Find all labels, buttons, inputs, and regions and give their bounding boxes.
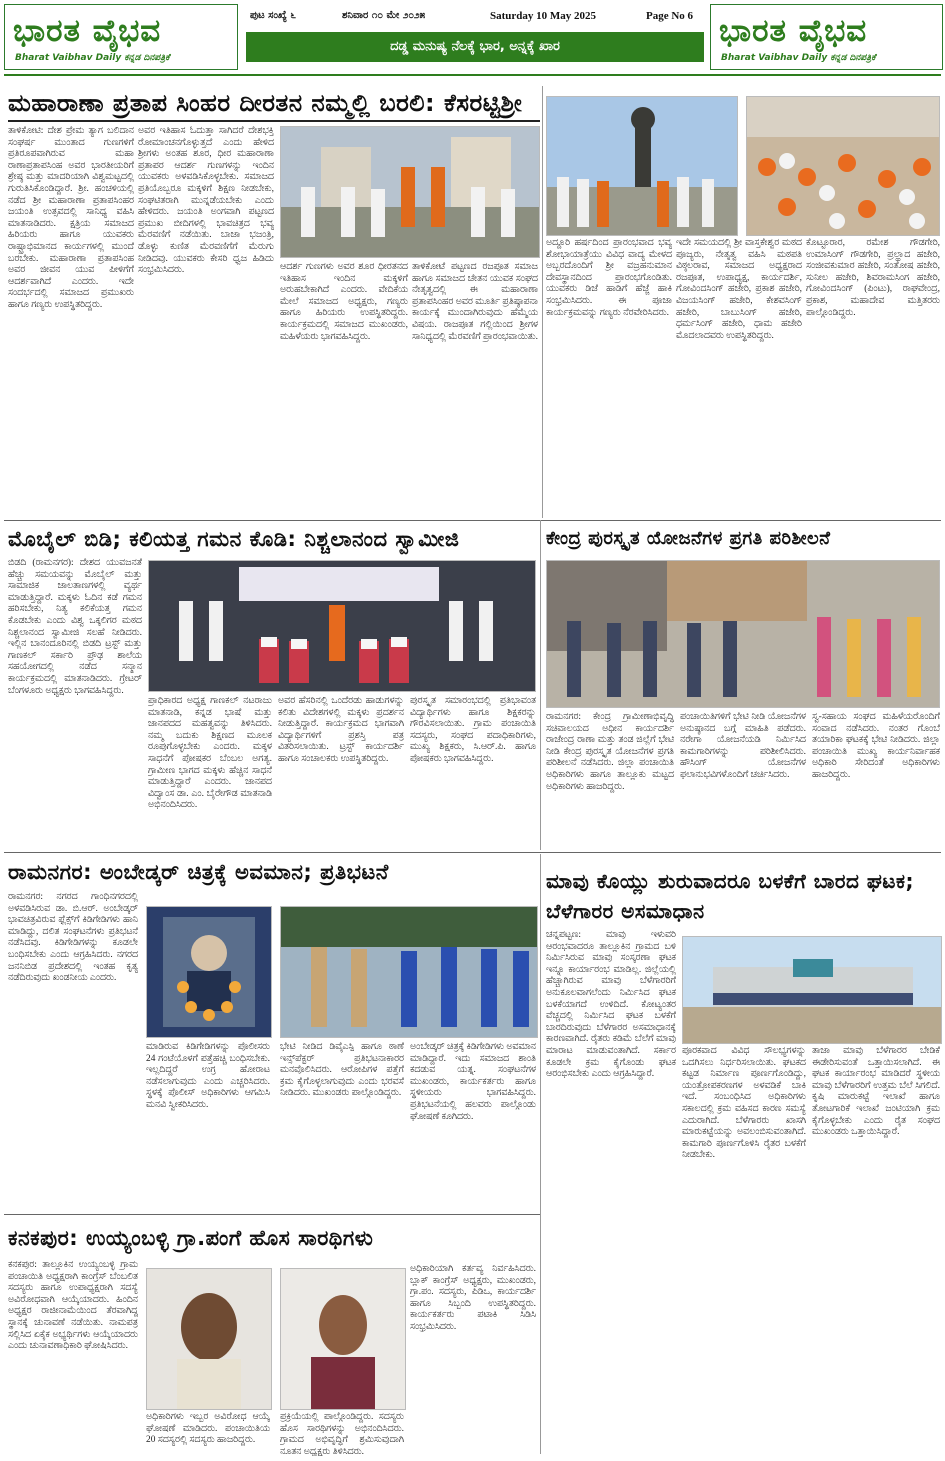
tagline-text: ದಡ್ಡ ಮನುಷ್ಯ ನೆಲಕ್ಕೆ ಭಾರ, ಅನ್ನಕ್ಕೆ ಖಾರ <box>390 39 560 54</box>
article-3-col-3: ಸ್ವ-ಸಹಾಯ ಸಂಘದ ಮಹಿಳೆಯರೊಂದಿಗೆ ಸಂವಾದ ನಡೆಸಿದರು. ನಂತರ ಗೊಂಬೆ ತಯಾರಿಕಾ ಘಟಕಕ್ಕೆ ಭೇಟಿ ನೀಡಿದರು. ಜಿಲ್ಲಾ ಪಂಚಾಯಿತಿ ಮುಖ್ಯ ಕಾರ್ಯನಿರ್ವಾಹಕ ಅಧಿಕಾರಿ ಸೇರಿದಂತೆ ಅಧಿಕಾರಿಗಳು ಹಾಜರಿದ್ದರು. <box>812 712 940 780</box>
article-3-headline: ಕೇಂದ್ರ ಪುರಸ್ಕೃತ ಯೋಜನೆಗಳ ಪ್ರಗತಿ ಪರಿಶೀಲನೆ <box>546 528 831 549</box>
article-1-col-2: ಅವರ ಇತಿಹಾಸ ಓದುತ್ತಾ ಸಾಗಿದರೆ ದೇಶಭಕ್ತಿ ರೋಮಾಂಚನಗೊಳ್ಳುತ್ತದೆ ಎಂದು ಹೇಳಿದ ಶ್ರೀಗಳು ಅಂತಹ ಶೂರ, ಧೀರ ಮಹಾರಾಣಾ ಪ್ರತಾಪರ ಆದರ್ಶ ಗುಣಗಳನ್ನು ಇಂದಿನ ಯುವಕರು ಅಳವಡಿಸಿಕೊಳ್ಳಬೇಕು. ಸಮಾಜದ ಪ್ರತಿಯೊಬ್ಬರೂ ಮಕ್ಕಳಿಗೆ ಶಿಕ್ಷಣ ನೀಡಬೇಕು, ಸಂಘಟಿತರಾಗಿ ಮುನ್ನಡೆಯಬೇಕು ಎಂದು ಹೇಳಿದರು. ಜಯಂತಿ ಅಂಗವಾಗಿ ಪಟ್ಟಣದ ಪ್ರಮುಖ ಬೀದಿಗಳಲ್ಲಿ ಭಾವಚಿತ್ರದ ಭವ್ಯ ಮೆರವಣಿಗೆ ನಡೆಯಿತು. ಬಾಜಾ ಭಜಂತ್ರಿ, ಡೊಳ್ಳು ಕುಣಿತ ಮೆರವಣಿಗೆಗೆ ಮೆರುಗು ನೀಡಿದವು. ಯುವಕರು ಕೇಸರಿ ಧ್ವಜ ಹಿಡಿದು ಸಂಭ್ರಮಿಸಿದರು. <box>138 126 274 276</box>
tagline-bar <box>246 32 704 62</box>
column-separator-2 <box>540 520 541 850</box>
kannada-date: ಶನಿವಾರ ೧೦ ಮೇ ೨೦೨೫ <box>342 10 426 21</box>
article-5-photo-unit <box>682 936 942 1044</box>
article-2-headline: ಮೊಬೈಲ್ ಬಿಡಿ; ಕಲಿಯತ್ತ ಗಮನ ಕೊಡಿ: ನಿಶ್ಚಲಾನಂದ ಸ್ವಾಮೀಜಿ <box>8 527 460 551</box>
article-1-col-4: ತಾಳಿಕೋಟೆ ಪಟ್ಟಣದ ರಜಪೂತ ಸಮಾಜ ಹಾಗೂ ಸಮಾಜದ ಚೇತನ ಯುವಕ ಸಂಘದ ನೇತೃತ್ವದಲ್ಲಿ ಈ ಮಹಾರಾಣಾ ಪ್ರತಾಪಸಿಂಹರ ಅವರ ಮೂರ್ತಿ ಪ್ರತಿಷ್ಠಾಪನಾ ಕಾರ್ಯಕ್ಕೆ ಮುಂದಾಗಿರುವುದು ಹೆಮ್ಮೆಯ ವಿಷಯ. ರಾಜಪೂತ ಗಲ್ಲಿಯಿಂದ ಶ್ರೀಗಳ ಸಾನಿಧ್ಯದಲ್ಲಿ ಮೆರವಣಿಗೆ ಪ್ರಾರಂಭವಾಯಿತು. <box>412 262 538 342</box>
students-photo-illustration <box>149 561 535 691</box>
article-2-col-3: ಅವರ ಹೆಸರಿನಲ್ಲಿ ಒಂದೆರಡು ಹಾಡುಗಳನ್ನು ಕಲಿತು ವಿದೇಶಗಳಲ್ಲಿ ಮಕ್ಕಳು ಪ್ರದರ್ಶನ ನೀಡುತ್ತಿದ್ದಾರೆ. ಕಾರ್ಯಕ್ರಮದ ಭಾಗವಾಗಿ ವಿದ್ಯಾರ್ಥಿಗಳಿಗೆ ಪ್ರಶಸ್ತಿ ಪತ್ರ ವಿತರಿಸಲಾಯಿತು. ಟ್ರಸ್ಟ್ ಕಾರ್ಯದರ್ಶಿ ಹಾಗೂ ಸಂಚಾಲಕರು ಉಪಸ್ಥಿತರಿದ್ದರು. <box>278 696 404 764</box>
page-number: Page No 6 <box>646 10 694 22</box>
article-5-col-2: ಪೂರಕವಾದ ವಿವಿಧ ಸೌಲಭ್ಯಗಳನ್ನು ಒದಗಿಸಲು ನಿರ್ಧರಿಸಲಾಯಿತು. ಘಟಕದ ಕಟ್ಟಡ ನಿರ್ಮಾಣ ಪೂರ್ಣಗೊಂಡಿದ್ದು, ಯಂತ್ರೋಪಕರಣಗಳ ಅಳವಡಿಕೆ ಬಾಕಿ ಇದೆ. ಸಂಬಂಧಿಸಿದ ಅಧಿಕಾರಿಗಳು ಸಕಾಲದಲ್ಲಿ ಕ್ರಮ ವಹಿಸದ ಕಾರಣ ಸಮಸ್ಯೆ ಎದುರಾಗಿದೆ. ಬೆಳೆಗಾರರು ಖಾಸಗಿ ಮಾರುಕಟ್ಟೆಯನ್ನು ಅವಲಂಬಿಸುವಂತಾಗಿದೆ. ಕಾಮಗಾರಿ ಪೂರ್ಣಗೊಳಿಸಿ ರೈತರ ಬಳಕೆಗೆ ನೀಡಬೇಕು. <box>682 1046 806 1161</box>
article-1-col-7: ಕೊಟ್ಟೂರಾರ, ರಮೇಶ ಗೌಡಗೇರಿ, ಉಮಾಸಿಂಗ್ ಗೌಡಗೇರಿ, ಪ್ರಲ್ಹಾದ ಹಜೇರಿ, ಸಂಜೀವಕುಮಾರ ಹಜೇರಿ, ಸಂತೋಷ ಹಜೇರಿ, ಸುನೀಲ ಹಜೇರಿ, ಶಿವರಾಮಸಿಂಗ ಹಜೇರಿ, ಗೋವಿಂದಸಿಂಗ್ (ಪಿಂಟು), ರಾಘವೇಂದ್ರ, ಪ್ರಕಾಶ, ಮಹಾದೇವ ಮತ್ತಿತರರು ಪಾಲ್ಗೊಂಡಿದ್ದರು. <box>806 238 940 318</box>
vice-president-portrait-illustration <box>281 1269 405 1409</box>
article-5-headline: ಮಾವು ಕೊಯ್ಲು ಶುರುವಾದರೂ ಬಳಕೆಗೆ ಬಾರದ ಘಟಕ; ಬೆಳೆಗಾರರ ಅಸಮಾಧಾನ <box>546 869 914 923</box>
masthead-left-logo <box>4 4 238 70</box>
article-1-col-3: ಆದರ್ಶ ಗುಣಗಳು ಅವರ ಶೂರ ಧೀರತನದ ಇತಿಹಾಸ ಇಂದಿನ ಮಕ್ಕಳಿಗೆ ಅರುಹಬೇಕಾಗಿದೆ ಎಂದರು. ವೇದಿಕೆಯ ಮೇಲೆ ಸಮಾಜದ ಅಧ್ಯಕ್ಷರು, ಗಣ್ಯರು ಹಾಗೂ ಹಿರಿಯರು ಉಪಸ್ಥಿತರಿದ್ದರು. ಕಾರ್ಯಕ್ರಮದಲ್ಲಿ ಸಮಾಜದ ಮುಖಂಡರು, ಮಹಿಳೆಯರು ಭಾಗವಹಿಸಿದ್ದರು. <box>280 262 408 342</box>
article-3-col-1: ರಾಮನಗರ: ಕೇಂದ್ರ ಗ್ರಾಮೀಣಾಭಿವೃದ್ಧಿ ಸಚಿವಾಲಯದ ಅಧೀನ ಕಾರ್ಯದರ್ಶಿ ರಾಜೇಂದ್ರ ರಾಣಾ ಮತ್ತು ತಂಡ ಜಿಲ್ಲೆಗೆ ಭೇಟಿ ನೀಡಿ ಕೇಂದ್ರ ಪುರಸ್ಕೃತ ಯೋಜನೆಗಳ ಪ್ರಗತಿ ಪರಿಶೀಲನೆ ನಡೆಸಿದರು. ಜಿಲ್ಲಾ ಪಂಚಾಯಿತಿ ಅಧಿಕಾರಿಗಳು ಹಾಗೂ ತಾಲ್ಲೂಕು ಮಟ್ಟದ ಅಧಿಕಾರಿಗಳು ಹಾಜರಿದ್ದರು. <box>546 712 674 792</box>
section-rule-3 <box>4 1214 540 1215</box>
english-date: Saturday 10 May 2025 <box>490 10 597 22</box>
statue-photo-illustration <box>547 97 737 235</box>
ceremony-photo-illustration <box>281 127 539 257</box>
article-2-col-4: ಪುರಸ್ಕೃತ ಸಮಾರಂಭದಲ್ಲಿ ಪ್ರತಿಭಾವಂತ ವಿದ್ಯಾರ್ಥಿಗಳು ಹಾಗೂ ಶಿಕ್ಷಕರನ್ನು ಗೌರವಿಸಲಾಯಿತು. ಗ್ರಾಮ ಪಂಚಾಯಿತಿ ಸದಸ್ಯರು, ಸಂಘದ ಪದಾಧಿಕಾರಿಗಳು, ಮುಖ್ಯ ಶಿಕ್ಷಕರು, ಸಿ.ಆರ್.ಪಿ. ಹಾಗೂ ಪೋಷಕರು ಭಾಗವಹಿಸಿದ್ದರು. <box>410 696 536 764</box>
masthead-right-logo <box>710 4 943 70</box>
article-1-underline <box>8 120 540 122</box>
article-5-col-3: ತಾಜಾ ಮಾವು ಬೆಳೆಗಾರರ ಬೇಡಿಕೆ ಈಡೇರಿಸುವಂತೆ ಒತ್ತಾಯಿಸಲಾಗಿದೆ. ಈ ಘಟಕ ಕಾರ್ಯಾರಂಭ ಮಾಡಿದರೆ ಸ್ಥಳೀಯ ಮಾವು ಬೆಳೆಗಾರರಿಗೆ ಉತ್ತಮ ಬೆಲೆ ಸಿಗಲಿದೆ. ಕೃಷಿ ಮಾರುಕಟ್ಟೆ ಇಲಾಖೆ ಹಾಗೂ ತೋಟಗಾರಿಕೆ ಇಲಾಖೆ ಜಂಟಿಯಾಗಿ ಕ್ರಮ ಕೈಗೊಳ್ಳಬೇಕು ಎಂದು ರೈತ ಸಂಘದ ಮುಖಂಡರು ಒತ್ತಾಯಿಸಿದ್ದಾರೆ. <box>812 1046 940 1138</box>
article-4-col-2: ಮಾಡಿರುವ ಕಿಡಿಗೇಡಿಗಳನ್ನು ಪೊಲೀಸರು 24 ಗಂಟೆಯೊಳಗೆ ಪತ್ತೆಹಚ್ಚಿ ಬಂಧಿಸಬೇಕು. ಇಲ್ಲದಿದ್ದರೆ ಉಗ್ರ ಹೋರಾಟ ನಡೆಸಲಾಗುವುದು ಎಂದು ಎಚ್ಚರಿಸಿದರು. ಸ್ಥಳಕ್ಕೆ ಪೊಲೀಸ್ ಅಧಿಕಾರಿಗಳು ಆಗಮಿಸಿ ಮನವಿ ಸ್ವೀಕರಿಸಿದರು. <box>146 1042 270 1110</box>
ambedkar-portrait-illustration <box>147 907 271 1037</box>
article-6-photo-president <box>146 1268 272 1410</box>
article-4-photo-protest <box>280 906 538 1038</box>
article-2-photo-students <box>148 560 536 692</box>
article-1-headline: ಮಹಾರಾಣಾ ಪ್ರತಾಪ ಸಿಂಹರ ದೀರತನ ನಮ್ಮಲ್ಲಿ ಬರಲಿ: ಕೆಸರಟ್ಟಿಶ್ರೀ <box>8 89 523 117</box>
article-4-col-3: ಭೇಟಿ ನೀಡಿದ ಡಿವೈಎಸ್ಪಿ ಹಾಗೂ ಠಾಣೆ ಇನ್ಸ್‌ಪೆಕ್ಟರ್ ಪ್ರತಿಭಟನಾಕಾರರ ಮನವೊಲಿಸಿದರು. ಆರೋಪಿಗಳ ಪತ್ತೆಗೆ ಕ್ರಮ ಕೈಗೊಳ್ಳಲಾಗುವುದು ಎಂದು ಭರವಸೆ ನೀಡಿದರು. ಮುಖಂಡರು ಪಾಲ್ಗೊಂಡಿದ್ದರು. <box>280 1042 404 1099</box>
article-6-col-4: ಅಧಿಕಾರಿಯಾಗಿ ಕರ್ತವ್ಯ ನಿರ್ವಹಿಸಿದರು. ಬ್ಲಾಕ್ ಕಾಂಗ್ರೆಸ್ ಅಧ್ಯಕ್ಷರು, ಮುಖಂಡರು, ಗ್ರಾ.ಪಂ. ಸದಸ್ಯರು, ಪಿಡಿಒ, ಕಾರ್ಯದರ್ಶಿ ಹಾಗೂ ಸಿಬ್ಬಂದಿ ಉಪಸ್ಥಿತರಿದ್ದರು. ಕಾರ್ಯಕರ್ತರು ಪಟಾಕಿ ಸಿಡಿಸಿ ಸಂಭ್ರಮಿಸಿದರು. <box>410 1264 536 1332</box>
article-6-col-2: ಅಧಿಕಾರಿಗಳು ಇಬ್ಬರ ಅವಿರೋಧ ಆಯ್ಕೆ ಘೋಷಣೆ ಮಾಡಿದರು. ಪಂಚಾಯಿತಿಯ 20 ಸದಸ್ಯರಲ್ಲಿ ಸದಸ್ಯರು ಹಾಜರಿದ್ದರು. <box>146 1412 270 1446</box>
article-5-col-1: ಚನ್ನಪಟ್ಟಣ: ಮಾವು ಇಳುವರಿ ಆರಂಭವಾದರೂ ತಾಲ್ಲೂಕಿನ ಗ್ರಾಮದ ಬಳಿ ನಿರ್ಮಿಸಿರುವ ಮಾವು ಸಂಸ್ಕರಣಾ ಘಟಕ ಇನ್ನೂ ಕಾರ್ಯಾರಂಭ ಮಾಡಿಲ್ಲ. ಜಿಲ್ಲೆಯಲ್ಲಿ ಹೆಚ್ಚಾಗಿರುವ ಮಾವು ಬೆಳೆಗಾರರಿಗೆ ಅನುಕೂಲವಾಗಲೆಂದು ನಿರ್ಮಿಸಿದ ಘಟಕ ಬಳಕೆಯಾಗದೆ ಉಳಿದಿದೆ. ಕೋಟ್ಯಂತರ ವೆಚ್ಚದಲ್ಲಿ ನಿರ್ಮಿಸಿದ ಘಟಕ ಬಳಕೆಗೆ ಬಾರದಿರುವುದು ಬೆಳೆಗಾರರ ಅಸಮಾಧಾನಕ್ಕೆ ಕಾರಣವಾಗಿದೆ. ರೈತರು ಕಡಿಮೆ ಬೆಲೆಗೆ ಮಾವು ಮಾರಾಟ ಮಾಡುವಂತಾಗಿದೆ. ಸರ್ಕಾರ ಕೂಡಲೇ ಕ್ರಮ ಕೈಗೊಂಡು ಘಟಕ ಆರಂಭಿಸಬೇಕು ಎಂದು ಆಗ್ರಹಿಸಿದ್ದಾರೆ. <box>546 930 676 1080</box>
procession-photo-illustration <box>747 97 939 235</box>
column-separator-3 <box>540 854 541 1454</box>
article-1-col-5: ಅದ್ದೂರಿ ಹರ್ಷದಿಂದ ಪ್ರಾರಂಭವಾದ ಭವ್ಯ ಶೋಭಾಯಾತ್ರೆಯು ವಿವಿಧ ವಾದ್ಯ ಮೇಳದ ಅಬ್ಬರದೊಂದಿಗೆ ಶ್ರೀ ವಜ್ರಹನುಮಾನ ದೇವಸ್ಥಾನದಿಂದ ಪ್ರಾರಂಭಗೊಂಡಿತು. ಯುವಕರು ಡಿಜೆ ಹಾಡಿಗೆ ಹೆಜ್ಜೆ ಹಾಕಿ ಸಂಭ್ರಮಿಸಿದರು. ಈ ಪೂಜಾ ಕಾರ್ಯಕ್ರಮವನ್ನು ಗಣ್ಯರು ನೆರವೇರಿಸಿದರು. <box>546 238 672 318</box>
article-4-photo-ambedkar <box>146 906 272 1038</box>
article-1-col-6: ಇದೇ ಸಮಯದಲ್ಲಿ ಶ್ರೀ ವಾಸ್ತಕೇಶ್ವರ ಮಠದ ಪೂಜ್ಯರು, ನೇತೃತ್ವ ವಹಿಸಿ ಮಠಪತಿ ವಿಠ್ಠಲರಾವ, ಸಮಾಜದ ಅಧ್ಯಕ್ಷರಾದ ರಜಪೂತ, ಉಪಾಧ್ಯಕ್ಷ, ಕಾರ್ಯದರ್ಶಿ, ಗೋವಿಂದಸಿಂಗ್ ಹಜೇರಿ, ಪ್ರಕಾಶ ಹಜೇರಿ, ವಿಜಯಸಿಂಗ್ ಹಜೇರಿ, ಕೇಶವಸಿಂಗ್ ಹಜೇರಿ, ಬಾಬುಸಿಂಗ್ ಹಜೇರಿ, ಧರ್ಮಸಿಂಗ್ ಹಜೇರಿ, ಧಾಮ ಹಜೇರಿ ಮೊದಲಾದವರು ಉಪಸ್ಥಿತರಿದ್ದರು. <box>676 238 802 341</box>
article-2-col-1: ಬಿಡದಿ (ರಾಮನಗರ): ದೇಶದ ಯುವಜನತೆ ಹೆಚ್ಚು ಸಮಯವನ್ನು ಮೊಬೈಲ್ ಮತ್ತು ಸಾಮಾಜಿಕ ಜಾಲತಾಣಗಳಲ್ಲಿ ವ್ಯರ್ಥ ಮಾಡುತ್ತಿದ್ದಾರೆ. ಮಕ್ಕಳು ಓದಿನ ಕಡೆ ಗಮನ ಹರಿಸಬೇಕು, ನಿತ್ಯ ಕಲಿಕೆಯತ್ತ ಗಮನ ಕೊಡಬೇಕು ಎಂದು ವಿಶ್ವ ಒಕ್ಕಲಿಗರ ಮಠದ ನಿಶ್ಚಲಾನಂದ ಸ್ವಾಮೀಜಿ ಸಲಹೆ ನೀಡಿದರು. ಇಲ್ಲಿನ ಬಾನಂದೂರಿನಲ್ಲಿ ಬಿಡದಿ ಟ್ರಸ್ಟ್ ಮತ್ತು ಗಾಣಕಲ್ ಸರ್ಕಾರಿ ಪ್ರೌಢ ಶಾಲೆಯ ಸಹಯೋಗದಲ್ಲಿ ನಡೆದ ಸನ್ಮಾನ ಕಾರ್ಯಕ್ರಮದಲ್ಲಿ ಮಾತನಾಡಿದರು. ಗ್ರೇಟರ್ ಬೆಂಗಳೂರು ಅಧ್ಯಕ್ಷರು ಭಾಗವಹಿಸಿದ್ದರು. <box>8 558 142 696</box>
president-portrait-illustration <box>147 1269 271 1409</box>
article-1-col-1: ತಾಳಿಕೋಟಿ: ದೇಶ ಪ್ರೇಮ ತ್ಯಾಗ ಬಲಿದಾನ ಸಂಘರ್ಷ ಮುಂತಾದ ಗುಣಗಳಿಗೆ ಪ್ರತಿರೂಪವಾಗಿರುವ ಮಹಾ ರಾಣಾಪ್ರತಾಪಸಿಂಹ ಅವರ ಭಾರತೀಯರಿಗೆ ಶ್ರೇಷ್ಠ ಮತ್ತು ಮಾದರಿಯಾಗಿ ವಿಶ್ವಮಟ್ಟದಲ್ಲಿ ಗುರುತಿಸಿಕೊಂಡಿದ್ದಾರೆ. ಶ್ರೀ. ಹಂಚಳಿಯಲ್ಲಿ ನಡೆದ ಶ್ರೀ ಮಹಾರಾಣಾ ಪ್ರತಾಪಸಿಂಹರ ಜಯಂತಿ ಉತ್ಸವದಲ್ಲಿ ಸಾನಿಧ್ಯ ವಹಿಸಿ ಮಾತನಾಡಿದರು. ಕ್ಷತ್ರಿಯ ಸಮಾಜದ ಹಿರಿಯರು ಹಾಗೂ ಯುವಕರು ರಾಷ್ಟ್ರಾಭಿಮಾನದ ಕಾರ್ಯಗಳಲ್ಲಿ ಮುಂದೆ ಬರಬೇಕು. ಮಹಾರಾಣಾ ಪ್ರತಾಪಸಿಂಹ ಅವರ ಜೀವನ ಯುವ ಪೀಳಿಗೆಗೆ ಆದರ್ಶವಾಗಿದೆ ಎಂದರು. ಇದೇ ಸಂದರ್ಭದಲ್ಲಿ ಸಮಾಜದ ಪ್ರಮುಖರು ಹಾಗೂ ಗಣ್ಯರು ಉಪಸ್ಥಿತರಿದ್ದರು. <box>8 126 134 310</box>
logo-text-right: ಭಾರತ ವೈಭವ <box>719 13 868 49</box>
column-separator <box>542 86 543 518</box>
article-4-col-4: ಅಂಬೇಡ್ಕರ್ ಚಿತ್ರಕ್ಕೆ ಕಿಡಿಗೇಡಿಗಳು ಅವಮಾನ ಮಾಡಿದ್ದಾರೆ. ಇದು ಸಮಾಜದ ಶಾಂತಿ ಕದಡುವ ಯತ್ನ. ಸಂಘಟನೆಗಳ ಮುಖಂಡರು, ಕಾರ್ಯಕರ್ತರು ಹಾಗೂ ಸ್ಥಳೀಯರು ಭಾಗವಹಿಸಿದ್ದರು. ಪ್ರತಿಭಟನೆಯಲ್ಲಿ ಹಲವರು ಪಾಲ್ಗೊಂಡು ಘೋಷಣೆ ಕೂಗಿದರು. <box>410 1042 536 1122</box>
article-4-col-1: ರಾಮನಗರ: ನಗರದ ಗಾಂಧಿನಗರದಲ್ಲಿ ಅಳವಡಿಸಿರುವ ಡಾ. ಬಿ.ಆರ್. ಅಂಬೇಡ್ಕರ್ ಭಾವಚಿತ್ರವಿರುವ ಫ್ಲೆಕ್ಸ್‌ಗೆ ಕಿಡಿಗೇಡಿಗಳು ಹಾನಿ ಮಾಡಿದ್ದು, ದಲಿತ ಸಂಘಟನೆಗಳು ಪ್ರತಿಭಟನೆ ನಡೆಸಿದವು. ಕಿಡಿಗೇಡಿಗಳನ್ನು ಕೂಡಲೇ ಬಂಧಿಸಬೇಕು ಎಂದು ಆಗ್ರಹಿಸಿದರು. ನಗರದ ಜನನಿಬಿಡ ಪ್ರದೇಶದಲ್ಲಿ ಇಂತಹ ಕೃತ್ಯ ನಡೆದಿರುವುದು ಖಂಡನೀಯ ಎಂದರು. <box>8 892 138 984</box>
page-issue-number: ಪುಟ ಸಂಖ್ಯೆ ೬ <box>250 10 297 21</box>
article-3-photo-inspection <box>546 560 940 708</box>
article-6-col-1: ಕನಕಪುರ: ತಾಲ್ಲೂಕಿನ ಉಯ್ಯಂಬಳ್ಳಿ ಗ್ರಾಮ ಪಂಚಾಯಿತಿ ಅಧ್ಯಕ್ಷರಾಗಿ ಕಾಂಗ್ರೆಸ್ ಬೆಂಬಲಿತ ಸದಸ್ಯರು ಹಾಗೂ ಉಪಾಧ್ಯಕ್ಷರಾಗಿ ಸದಸ್ಯೆ ಅವಿರೋಧವಾಗಿ ಆಯ್ಕೆಯಾದರು. ಹಿಂದಿನ ಅಧ್ಯಕ್ಷರ ರಾಜೀನಾಮೆಯಿಂದ ತೆರವಾಗಿದ್ದ ಸ್ಥಾನಕ್ಕೆ ಚುನಾವಣೆ ನಡೆಯಿತು. ನಾಮಪತ್ರ ಸಲ್ಲಿಸಿದ ಏಕೈಕ ಅಭ್ಯರ್ಥಿಗಳು ಆಯ್ಕೆಯಾದರು ಎಂದು ಚುನಾವಣಾಧಿಕಾರಿ ಘೋಷಿಸಿದರು. <box>8 1260 138 1352</box>
section-rule-1 <box>4 520 941 521</box>
inspection-photo-illustration <box>547 561 939 707</box>
processing-unit-photo-illustration <box>683 937 941 1043</box>
article-6-headline: ಕನಕಪುರ: ಉಯ್ಯಂಬಳ್ಳಿ ಗ್ರಾ.ಪಂಗೆ ಹೊಸ ಸಾರಥಿಗಳು <box>8 1226 374 1250</box>
article-6-col-3: ಪ್ರಕ್ರಿಯೆಯಲ್ಲಿ ಪಾಲ್ಗೊಂಡಿದ್ದರು. ಸದಸ್ಯರು ಹೊಸ ಸಾರಥಿಗಳನ್ನು ಅಭಿನಂದಿಸಿದರು. ಗ್ರಾಮದ ಅಭಿವೃದ್ಧಿಗೆ ಶ್ರಮಿಸುವುದಾಗಿ ನೂತನ ಅಧ್ಯಕ್ಷರು ತಿಳಿಸಿದರು. <box>280 1412 404 1456</box>
article-3-col-2: ಪಂಚಾಯಿತಿಗಳಿಗೆ ಭೇಟಿ ನೀಡಿ ಯೋಜನೆಗಳ ಅನುಷ್ಠಾನದ ಬಗ್ಗೆ ಮಾಹಿತಿ ಪಡೆದರು. ನರೇಗಾ ಯೋಜನೆಯಡಿ ನಿರ್ಮಿಸಿದ ಕಾಮಗಾರಿಗಳನ್ನು ಪರಿಶೀಲಿಸಿದರು. ಹೌಸಿಂಗ್ ಯೋಜನೆಗಳ ಫಲಾನುಭವಿಗಳೊಂದಿಗೆ ಚರ್ಚಿಸಿದರು. <box>680 712 806 780</box>
article-1-photo-ceremony <box>280 126 540 258</box>
article-4-headline: ರಾಮನಗರ: ಅಂಬೇಡ್ಕರ್ ಚಿತ್ರಕ್ಕೆ ಅವಮಾನ; ಪ್ರತಿಭಟನೆ <box>8 860 389 884</box>
section-rule-2 <box>4 852 941 853</box>
article-1-photo-procession <box>746 96 940 236</box>
masthead-divider <box>4 74 941 76</box>
issue-meta-bar <box>246 6 704 26</box>
logo-subtitle-right: Bharat Vaibhav Daily ಕನ್ನಡ ದಿನಪತ್ರಿಕೆ <box>721 53 876 63</box>
article-1-photo-statue <box>546 96 738 236</box>
protest-photo-illustration <box>281 907 537 1037</box>
logo-subtitle: Bharat Vaibhav Daily ಕನ್ನಡ ದಿನಪತ್ರಿಕೆ <box>15 53 170 63</box>
logo-text: ಭಾರತ ವೈಭವ <box>13 13 162 49</box>
article-2-col-2: ಪ್ರಾಧಿಕಾರದ ಅಧ್ಯಕ್ಷ ಗಾಣಕಲ್ ನಟರಾಜು ಮಾತನಾಡಿ, ಕನ್ನಡ ಭಾಷೆ ಮತ್ತು ಜಾನಪದದ ಮಹತ್ವವನ್ನು ತಿಳಿಸಿದರು. ನಮ್ಮ ಬದುಕು ಶಿಕ್ಷಣದ ಮೂಲಕ ರೂಪುಗೊಳ್ಳಬೇಕು ಎಂದರು. ಮಕ್ಕಳ ಸಾಧನೆಗೆ ಪೋಷಕರ ಬೆಂಬಲ ಅಗತ್ಯ. ಗ್ರಾಮೀಣ ಭಾಗದ ಮಕ್ಕಳು ಹೆಚ್ಚಿನ ಸಾಧನೆ ಮಾಡುತ್ತಿದ್ದಾರೆ ಎಂದರು. ಜಾನಪದ ವಿದ್ವಾಂಸ ಡಾ. ಎಂ. ಬೈರೇಗೌಡ ಮಾತನಾಡಿ ಅಭಿನಂದಿಸಿದರು. <box>148 696 272 811</box>
article-6-photo-vice-president <box>280 1268 406 1410</box>
